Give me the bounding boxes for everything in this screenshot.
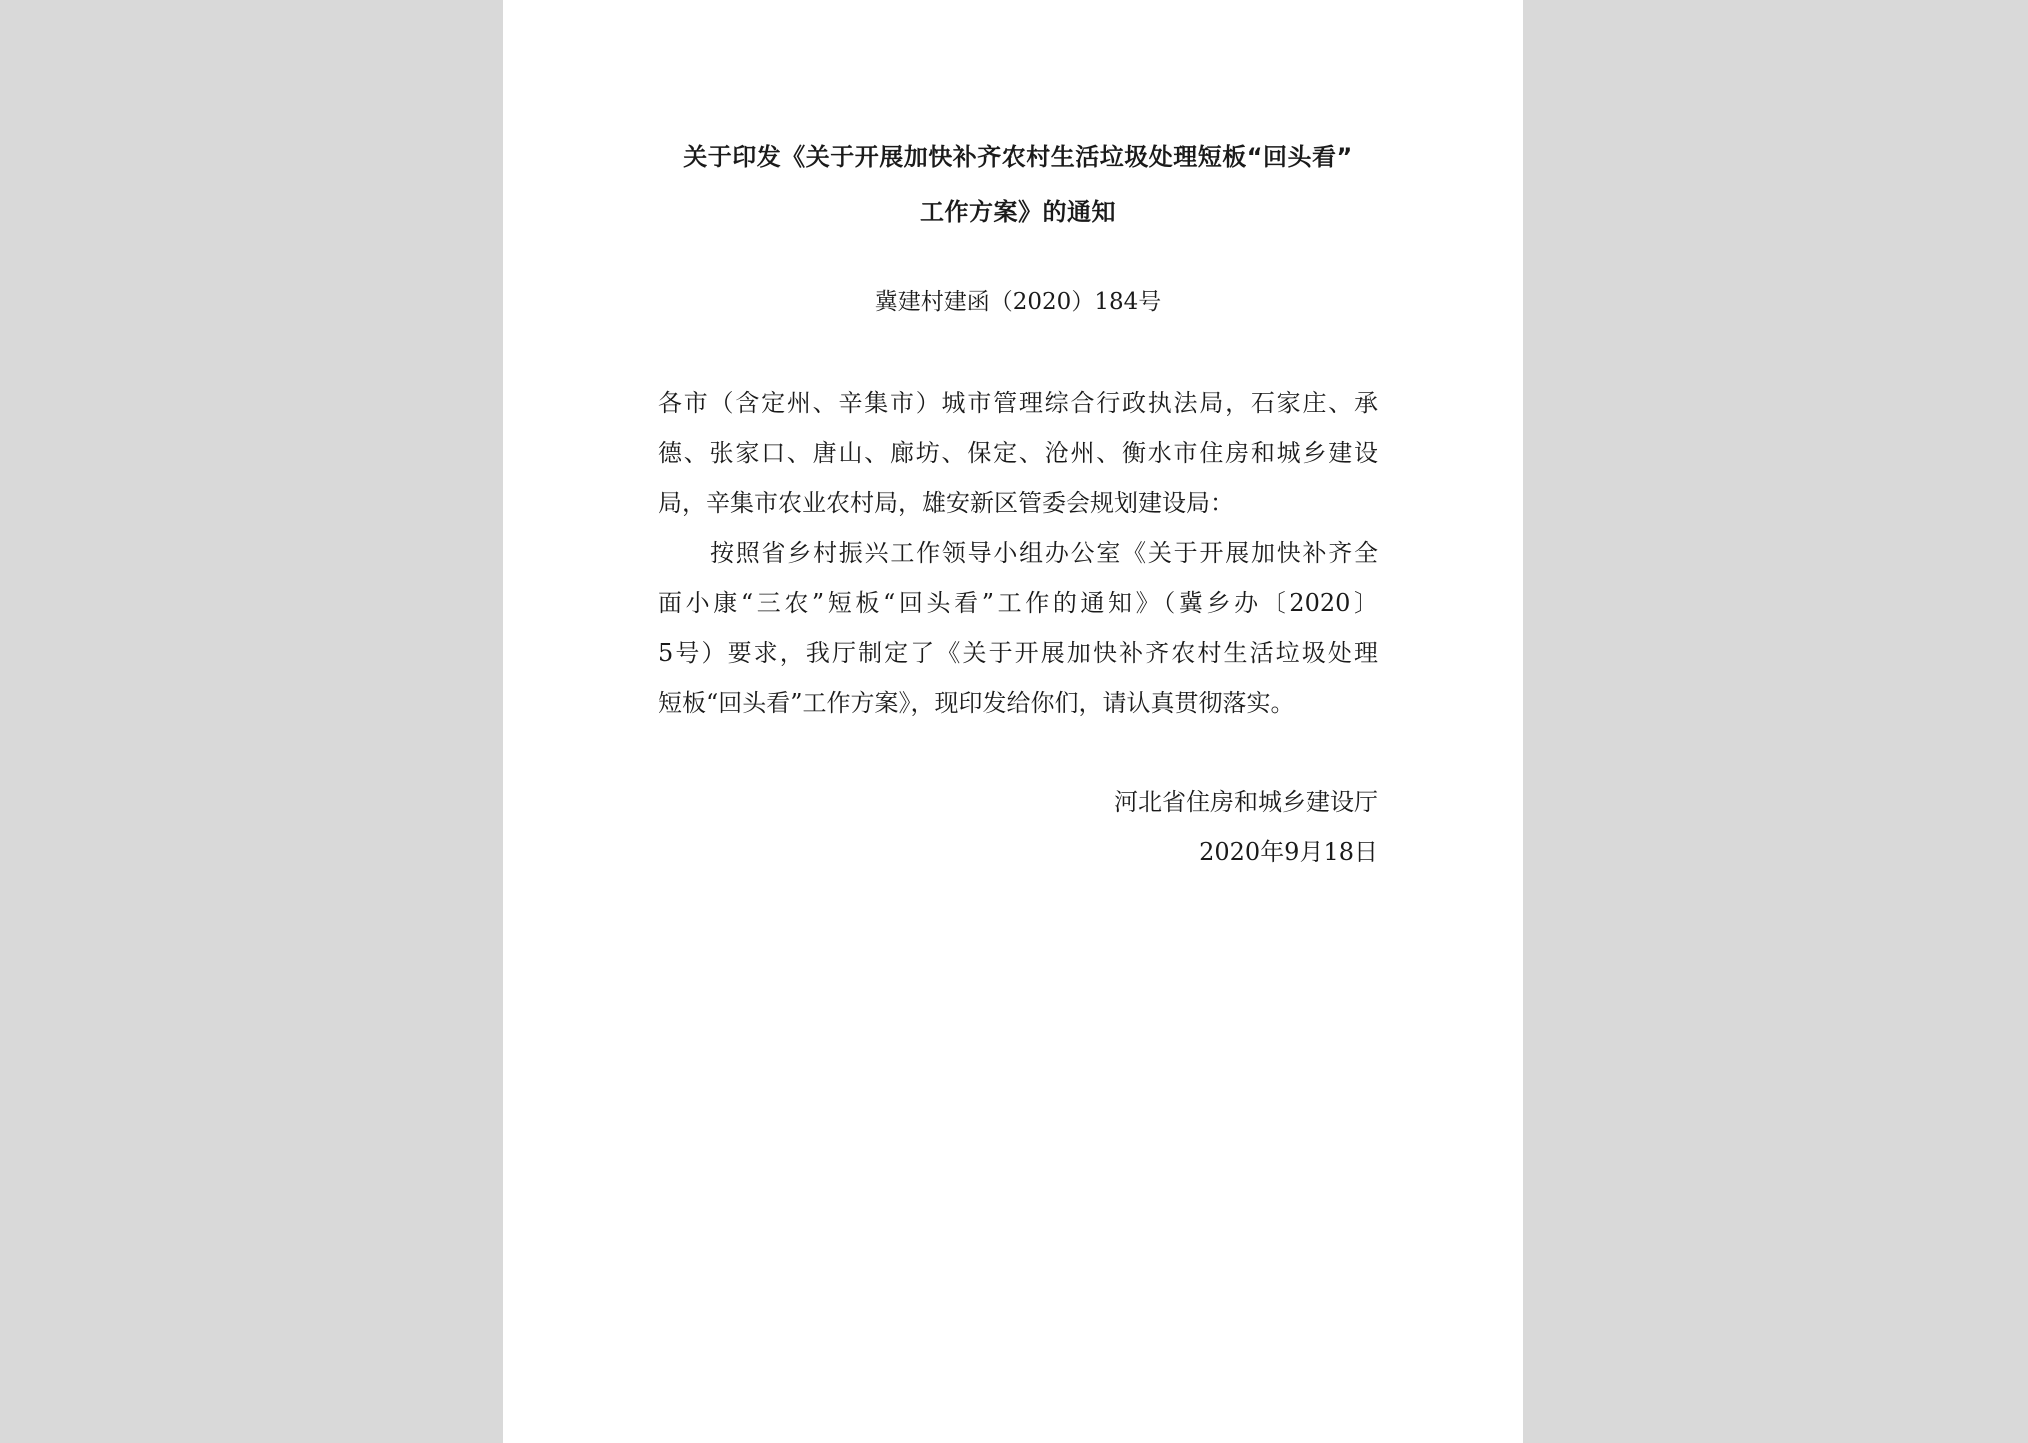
issuer-name: 河北省住房和城乡建设厅 — [1114, 788, 1378, 816]
document-title — [658, 130, 1378, 240]
issue-date: 2020年9月18日 — [1199, 838, 1378, 866]
paragraph-line: 5号）要求，我厅制定了《关于开展加快补齐农村生活垃圾处理 — [658, 639, 1378, 667]
addressee-line: 德、张家口、唐山、廊坊、保定、沧州、衡水市住房和城乡建设 — [658, 439, 1378, 467]
signature-block — [658, 777, 1378, 877]
paragraph-line: 短板“回头看”工作方案》，现印发给你们，请认真贯彻落实。 — [658, 689, 1295, 717]
title-line-2: 工作方案》的通知 — [920, 198, 1116, 226]
title-line-1: 关于印发《关于开展加快补齐农村生活垃圾处理短板“回头看” — [683, 143, 1353, 171]
addressee-line: 各市（含定州、辛集市）城市管理综合行政执法局，石家庄、承 — [658, 389, 1378, 417]
document-page — [503, 0, 1523, 1443]
document-number: 冀建村建函（2020）184号 — [874, 289, 1162, 315]
document-body — [658, 378, 1378, 728]
paragraph-line: 按照省乡村振兴工作领导小组办公室《关于开展加快补齐全 — [710, 539, 1378, 567]
addressee-line: 局，辛集市农业农村局，雄安新区管委会规划建设局： — [658, 489, 1234, 517]
paragraph-line: 面小康“三农”短板“回头看”工作的通知》（冀乡办〔2020〕 — [658, 589, 1378, 617]
